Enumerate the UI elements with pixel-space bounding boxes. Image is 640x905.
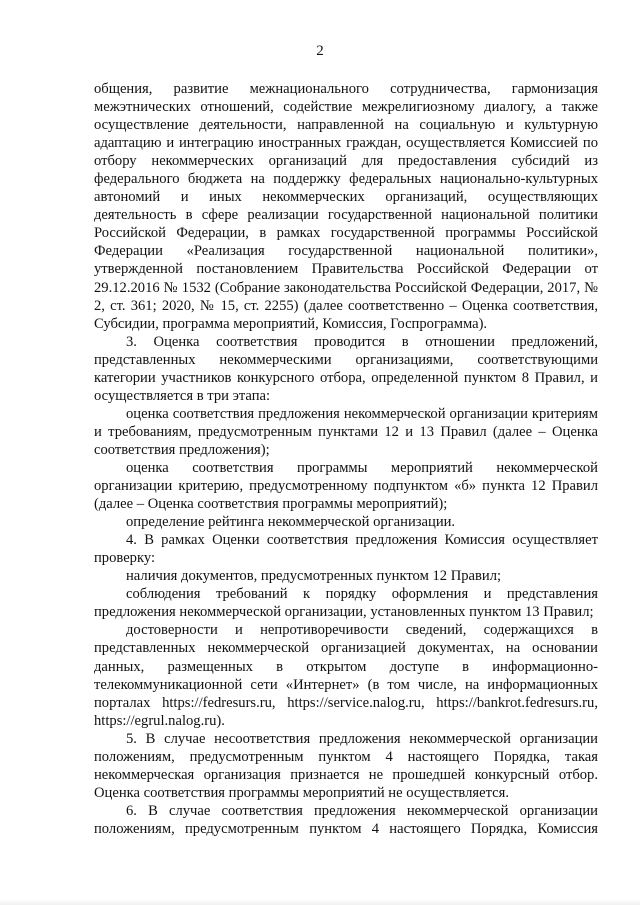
paragraph-continuation: общения, развитие межнационального сотрудничества, гармонизация межэтнических отношений, содействие межрелигиозному диалогу, а также осуществление деятельности, направленной на социальную и культурную адаптацию и интеграцию иностранных граждан, осуществляется Комиссией по отбору некоммерческих организаций для предоставления субсидий из федерального бюджета на поддержку федеральных национально-культурных автономий и иных некоммерческих организаций, осуществляющих деятельность в сфере реализации государственной национальной политики Российской Федерации, в рамках государственной программы Российской Федерации «Реализация государственной национальной политики», утвержденной постановлением Правительства Российской Федерации от 29.12.2016 № 1532 (Собрание законодательства Российской Федерации, 2017, № 2, ст. 361; 2020, № 15, ст. 2255) (далее соответственно – Оценка соответствия, Субсидии, программа мероприятий, Комиссия, Госпрограмма). — [94, 81, 598, 332]
scan-edge-shadow — [0, 899, 640, 905]
paragraph-stage-2: оценка соответствия программы мероприятий некоммерческой организации критерию, предусмотренному подпунктом «б» пункта 12 Правил (далее – Оценка соответствия программы мероприятий); — [94, 459, 598, 513]
paragraph-check-1: наличия документов, предусмотренных пунктом 12 Правил; — [126, 568, 502, 585]
paragraph-check-3: достоверности и непротиворечивости сведений, содержащихся в представленных некоммерческой организацией документах, на основании данных, размещенных в открытом доступе в информационно-телекоммуникационной сети «Интернет» (в том числе, на информационных порталах https://fedresurs.ru, https://service.nalog.ru, https://bankrot.fedresurs.ru, https://egrul.nalog.ru). — [94, 622, 598, 729]
paragraph-item-5: 5. В случае несоответствия предложения некоммерческой организации положениям, предусмотренным пунктом 4 настоящего Порядка, такая некоммерческая организация признается не прошедшей конкурсный отбор. Оценка соответствия программы мероприятий не осуществляется. — [94, 730, 598, 801]
paragraph-item-4: 4. В рамках Оценки соответствия предложения Комиссия осуществляет проверку: — [94, 532, 598, 567]
paragraph-stage-3: определение рейтинга некоммерческой организации. — [126, 514, 456, 531]
paragraph-item-6: 6. В случае соответствия предложения некоммерческой организации положениям, предусмотренным пунктом 4 настоящего Порядка, Комиссия — [94, 802, 598, 837]
paragraph-item-3: 3. Оценка соответствия проводится в отношении предложений, представленных некоммерческими организациями, соответствующими категории участников конкурсного отбора, определенной пунктом 8 Правил, и осуществляется в три этапа: — [94, 333, 598, 404]
paragraph-stage-1: оценка соответствия предложения некоммерческой организации критериям и требованиям, предусмотренным пунктами 12 и 13 Правил (далее – Оценка соответствия предложения); — [94, 405, 598, 458]
page-number: 2 — [316, 43, 324, 59]
document-body — [94, 80, 598, 838]
paragraph-check-2: соблюдения требований к порядку оформления и представления предложения некоммерческой организации, установленных пунктом 13 Правил; — [94, 586, 598, 621]
